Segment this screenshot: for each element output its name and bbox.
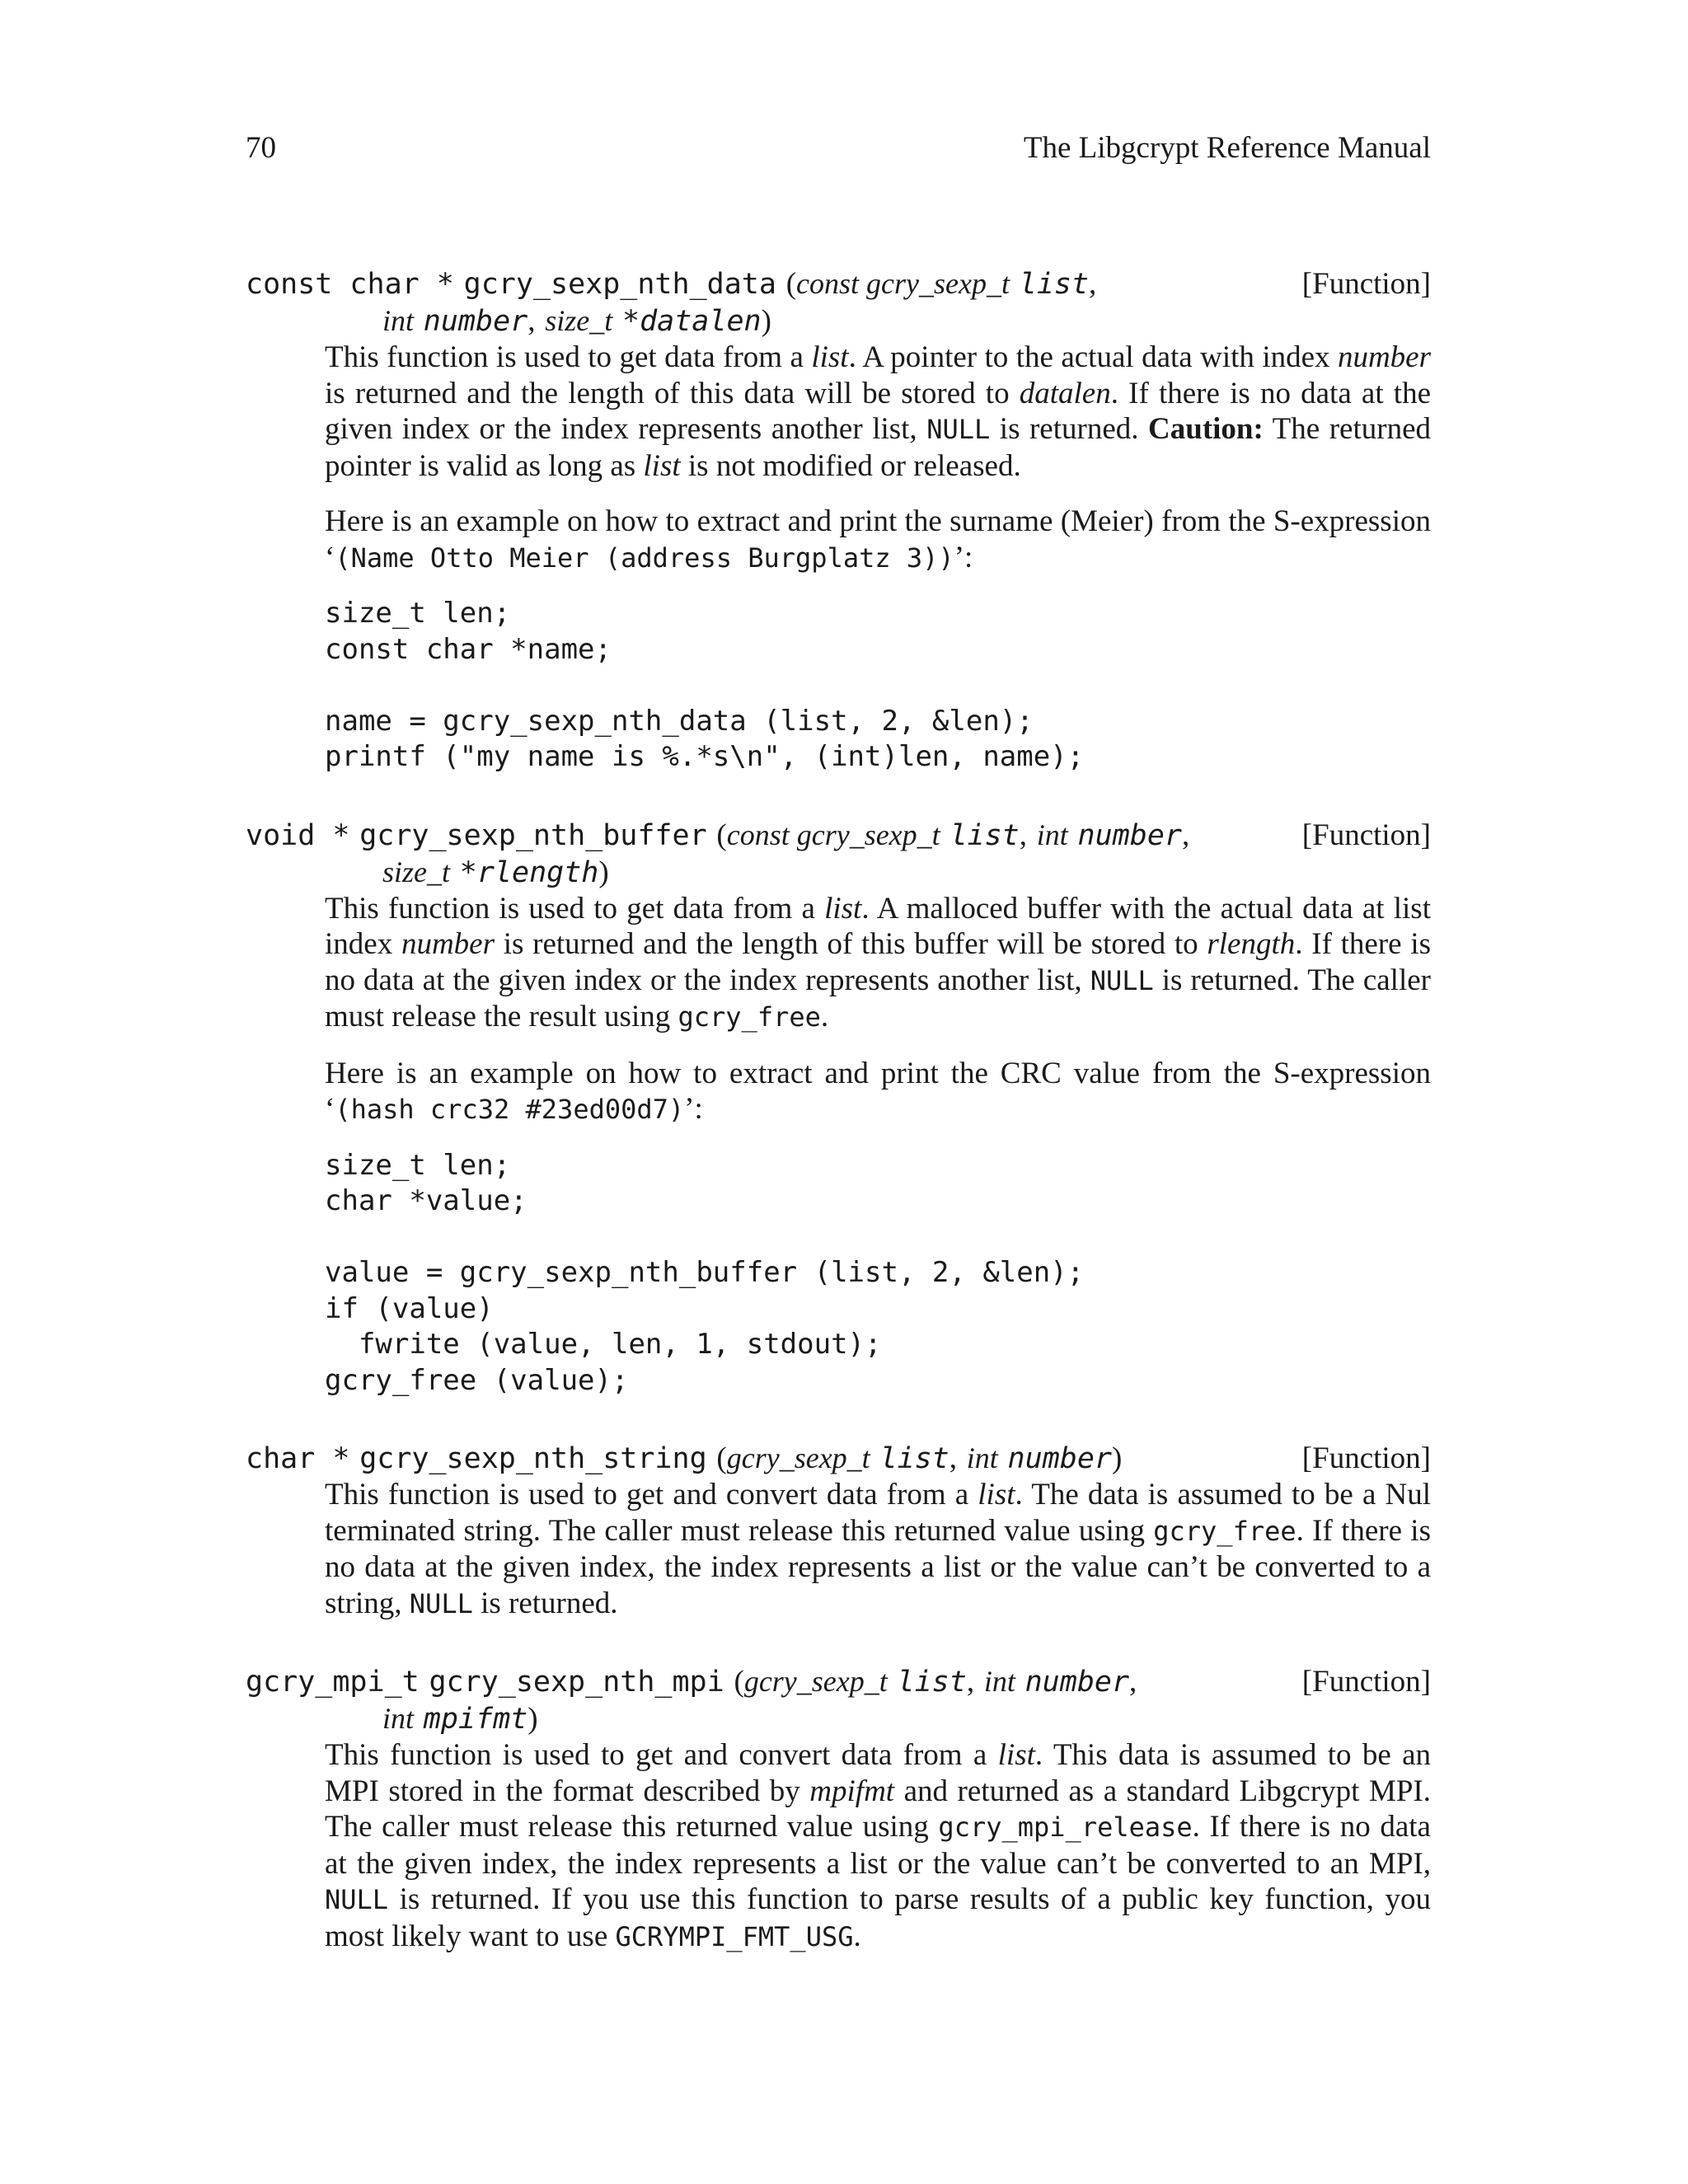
- return-type: void *: [246, 818, 350, 852]
- category-label: [Function]: [1301, 267, 1431, 301]
- param-type: gcry_sexp_t: [743, 1665, 888, 1698]
- function-name: gcry_sexp_nth_buffer: [359, 818, 707, 852]
- signature-continuation: int mpifmt): [382, 1702, 538, 1736]
- def-body: [325, 891, 1431, 1128]
- def-header: [246, 265, 1431, 340]
- return-type: gcry_mpi_t: [246, 1666, 420, 1699]
- description-paragraph: This function is used to get and convert data from a list. The data is assumed to be a Nul terminated string. The caller must release this returned value using gcry_free. If there is no data at the given index, the index represents a list or the value can’t be converted to a string, NULL is returned.: [325, 1478, 1431, 1620]
- def-header: [246, 1663, 1431, 1737]
- param-name: number: [1007, 1442, 1112, 1475]
- param-name: number: [1025, 1666, 1130, 1699]
- function-signature: gcry_mpi_t gcry_sexp_nth_mpi (gcry_sexp_t list, int number, int mpifmt): [246, 1665, 1137, 1736]
- def-body: [325, 340, 1431, 576]
- def-gcry-sexp-nth-buffer: [246, 817, 1431, 1399]
- def-gcry-sexp-nth-data: [246, 265, 1431, 776]
- code-example: size_t len; const char *name; name = gcry_sexp_nth_data (list, 2, &len); printf ("my name is %.*s\n", (int)len, name);: [325, 597, 1085, 773]
- signature-continuation: int number, size_t *datalen): [382, 304, 771, 338]
- param-name: list: [879, 1442, 950, 1475]
- param-name: *datalen: [622, 305, 762, 338]
- param-name: *rlength: [459, 855, 599, 889]
- manual-title: The Libgcrypt Reference Manual: [1023, 131, 1431, 165]
- function-name: gcry_sexp_nth_mpi: [429, 1666, 724, 1699]
- def-body: [325, 1477, 1431, 1622]
- def-header: [246, 817, 1431, 891]
- param-type: int: [983, 1665, 1015, 1698]
- example-intro-paragraph: Here is an example on how to extract and print the CRC value from the S-expression ‘(hash crc32 #23ed00d7)’:: [325, 1056, 1431, 1126]
- signature-continuation: size_t *rlength): [382, 855, 609, 889]
- category-label: [Function]: [1301, 1665, 1431, 1699]
- function-name: gcry_sexp_nth_data: [463, 268, 776, 301]
- param-type: int: [382, 304, 415, 337]
- param-type: const gcry_sexp_t: [726, 818, 940, 851]
- function-definitions: [246, 265, 1431, 1996]
- running-head: [246, 130, 1431, 166]
- def-gcry-sexp-nth-mpi: [246, 1663, 1431, 1955]
- param-type: size_t: [382, 855, 451, 888]
- def-header: [246, 1440, 1431, 1477]
- function-signature: const char * gcry_sexp_nth_data (const gcry_sexp_t list, int number, size_t *datalen): [246, 267, 1097, 338]
- param-type: int: [382, 1702, 415, 1735]
- param-type: int: [966, 1441, 998, 1474]
- param-type: int: [1036, 818, 1068, 851]
- param-name: number: [1077, 818, 1182, 852]
- function-name: gcry_sexp_nth_string: [359, 1442, 707, 1475]
- example-intro-paragraph: Here is an example on how to extract and print the surname (Meier) from the S-expression ‘(Name Otto Meier (address Burgplatz 3))’:: [325, 504, 1431, 574]
- description-paragraph: This function is used to get data from a list. A malloced buffer with the actual data at list index number is returned and the length of this buffer will be stored to rlength. If there is no data at the given index or the index represents another list, NULL is returned. The caller must release the result using gcry_free.: [325, 891, 1432, 1033]
- param-name: list: [1019, 268, 1090, 301]
- return-type: char *: [246, 1442, 350, 1475]
- param-type: const gcry_sexp_t: [796, 267, 1010, 300]
- page-number: 70: [246, 131, 276, 165]
- param-type: size_t: [545, 304, 613, 337]
- category-label: [Function]: [1301, 818, 1431, 852]
- return-type: const char *: [246, 268, 454, 301]
- param-name: list: [897, 1666, 967, 1699]
- param-name: list: [950, 818, 1020, 852]
- description-paragraph: This function is used to get and convert data from a list. This data is assumed to be an MPI stored in the format described by mpifmt and returned as a standard Libgcrypt MPI. The caller must release this returned value using gcry_mpi_release. If there is no data at the given index, the index represents a list or the value can’t be converted to an MPI, NULL is returned. If you use this function to parse results of a public key function, you most likely want to use GCRYMPI_FMT_USG.: [325, 1738, 1432, 1953]
- param-type: gcry_sexp_t: [726, 1441, 870, 1474]
- def-gcry-sexp-nth-string: [246, 1440, 1431, 1622]
- code-example: size_t len; char *value; value = gcry_sexp_nth_buffer (list, 2, &len); if (value) fwrite (value, len, 1, stdout); gcry_free (value);: [325, 1148, 1085, 1397]
- def-body: [325, 1737, 1431, 1955]
- param-name: number: [423, 305, 528, 338]
- function-signature: void * gcry_sexp_nth_buffer (const gcry_sexp_t list, int number, size_t *rlength): [246, 818, 1190, 889]
- category-label: [Function]: [1301, 1441, 1431, 1475]
- function-signature: char * gcry_sexp_nth_string (gcry_sexp_t list, int number): [246, 1441, 1123, 1475]
- param-name: mpifmt: [423, 1703, 528, 1736]
- description-paragraph: This function is used to get data from a list. A pointer to the actual data with index number is returned and the length of this data will be stored to datalen. If there is no data at the given index or the index represents another list, NULL is returned. Caution: The returned pointer is valid as long as list is not modified or released.: [325, 340, 1432, 483]
